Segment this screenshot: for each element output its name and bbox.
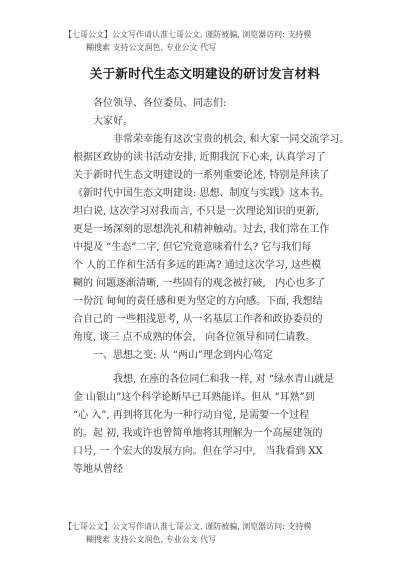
paragraph-line: 我想, 在座的各位同仁和我一样, 对 “绿水青山就是 (113, 374, 335, 385)
paragraph-line: 根据区政协的读书活动安排, 近期我沉下心来, 认真学习了 (73, 152, 326, 163)
paragraph-line: 更是一场深刻的思想洗礼和精神触动。过去, 我们常在工作 (73, 224, 330, 235)
header-line-1: 【七哥公文】公文写作请认准七哥公文, 谨防被骗, 浏览器访问: 支持模 (64, 30, 312, 39)
page-footer (64, 520, 354, 546)
document-title: 关于新时代生态文明建设的研讨发言材料 (89, 66, 321, 81)
paragraph-line: 合自己的 一些粗浅思考, 从一名基层工作者和政协委员的 (73, 314, 323, 325)
paragraph-line: 《新时代中国生态文明建设: 思想、制度与实践》这本书。 (73, 188, 330, 199)
paragraph-line: 坦白说, 这次学习对我而言, 不只是一次理论知识的更新, (73, 206, 319, 217)
page-header (64, 28, 354, 54)
section-heading: 一、思想之变: 从 “两山”理念到内心笃定 (93, 350, 273, 361)
footer-line-1: 【七哥公文】公文写作请认准七哥公文, 谨防被骗, 浏览器访问: 支持模 (64, 522, 312, 531)
paragraph-line: “心 入”, 再到将其化为一种行动自觉, 是需要一个过程 (73, 410, 310, 421)
paragraph-2 (73, 371, 343, 479)
paragraph-line: 金 山银山”这个科学论断早已耳熟能详。但从 “耳熟”到 (73, 392, 315, 403)
paragraph-line: 等地从曾经 (73, 464, 123, 475)
paragraph-line: 中提及 “生态”二字, 但它究竟意味着什么? 它与我们每 (73, 242, 312, 253)
greeting: 大家好。 (93, 116, 133, 127)
paragraph-line: 非常荣幸能有这次宝贵的机会, 和大家一同交流学习。 (113, 134, 350, 145)
paragraph-line: 个 人的工作和生活有多远的距离? 通过这次学习, 这些模 (73, 260, 322, 271)
paragraph-line: 口号, 一 个宏大的发展方向。但在学习中, 当我看到 XX (73, 446, 323, 457)
document-body (73, 95, 350, 479)
paragraph-1 (73, 131, 350, 347)
paragraph-line: 关于新时代生态文明建设的一系列重要论述, 特别是拜读了 (73, 170, 330, 181)
salutation: 各位领导、各位委员、同志们: (93, 98, 227, 109)
footer-line-2: 糊搜索 支持公文润色, 专业公文 代写 (86, 535, 217, 544)
paragraph-line: 角度, 谈三 点不成熟的体会, 向各位领导和同仁请教。 (73, 332, 316, 343)
paragraph-line: 的。起 初, 我或许也曾简单地将其理解为一个高屋建瓴的 (73, 428, 323, 439)
paragraph-line: 一份沉 甸甸的责任感和更为坚定的方向感。下面, 我想结 (73, 296, 323, 307)
header-line-2: 糊搜索 支持公文润色, 专业公文 代写 (86, 43, 217, 52)
paragraph-line: 糊的 问题逐渐清晰, 一些固有的观念被打破, 内心也多了 (73, 278, 326, 289)
